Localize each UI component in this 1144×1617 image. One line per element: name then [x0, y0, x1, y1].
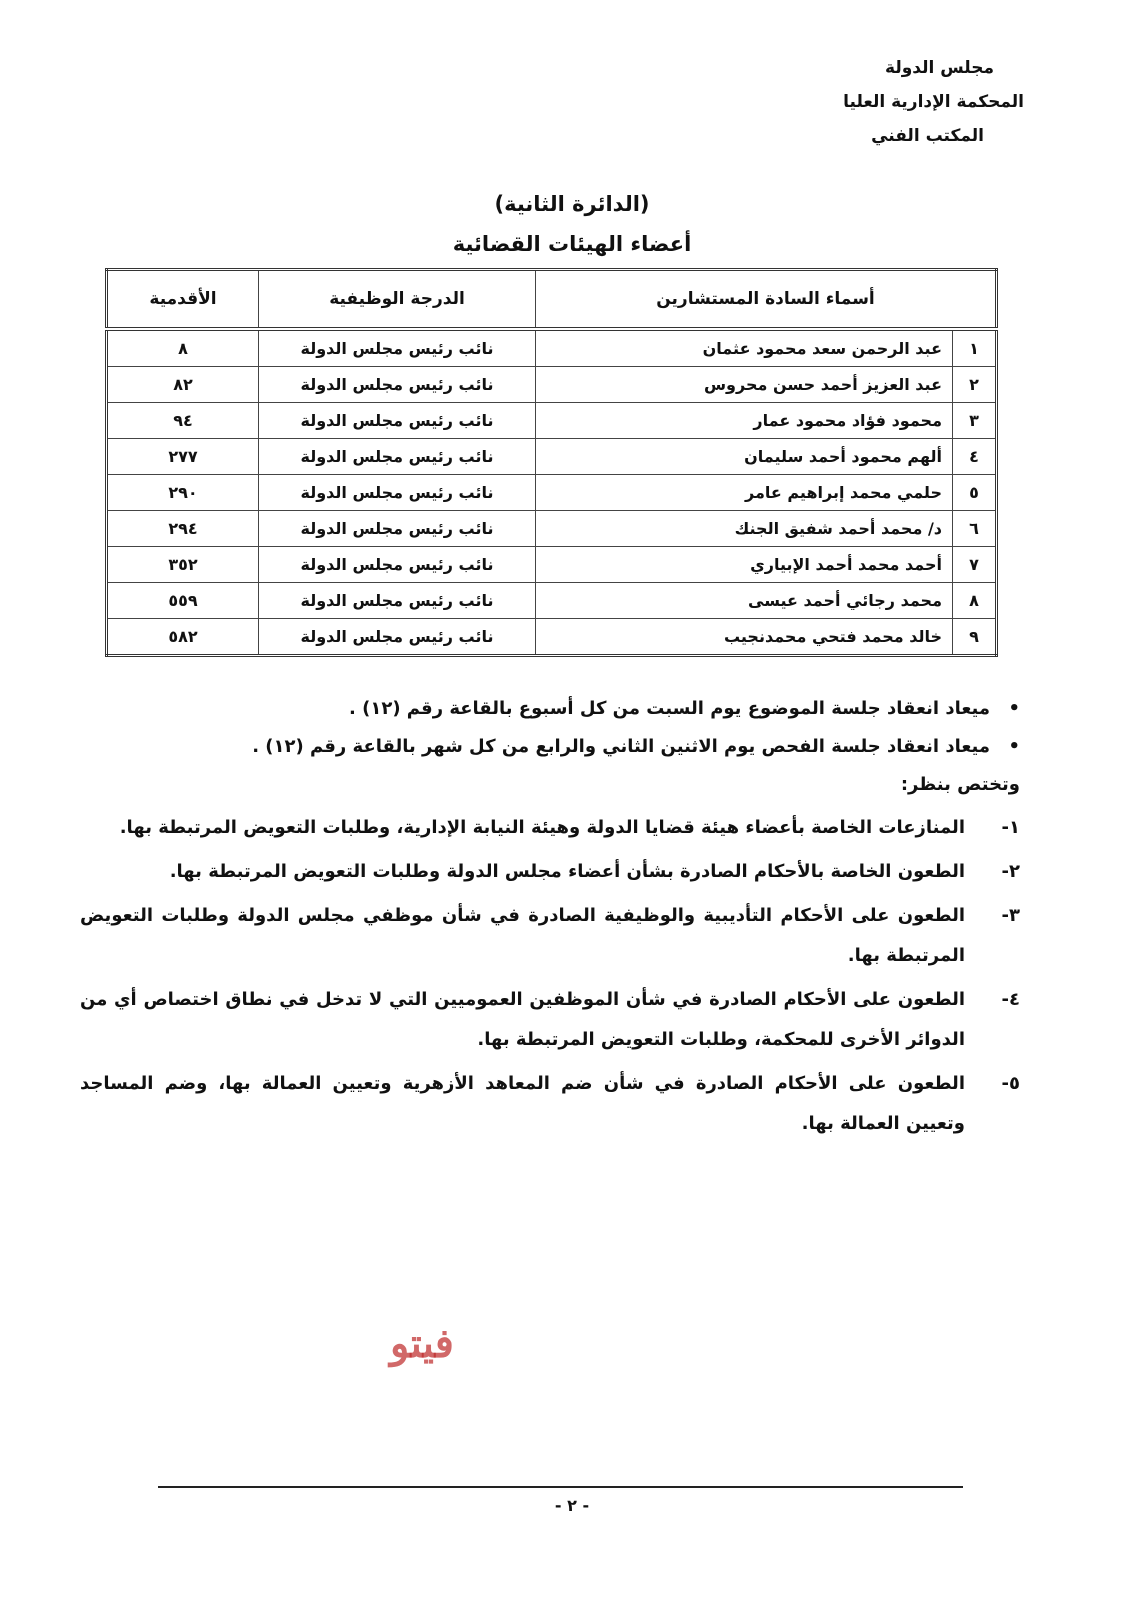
row-number: ٣	[953, 403, 997, 439]
header-court: المحكمة الإدارية العليا	[843, 92, 1024, 112]
member-name: ألهم محمود أحمد سليمان	[536, 439, 953, 475]
row-number: ٥	[953, 475, 997, 511]
table-row	[107, 367, 997, 403]
item-text: الطعون على الأحكام التأديبية والوظيفية الصادرة في شأن موظفي مجلس الدولة وطلبات التعويض المرتبطة بها.	[80, 905, 965, 966]
table-header-row	[107, 270, 997, 330]
table-row	[107, 583, 997, 619]
member-seniority: ٥٨٢	[107, 619, 259, 656]
member-name: محمد رجائي أحمد عيسى	[536, 583, 953, 619]
member-degree: نائب رئيس مجلس الدولة	[259, 619, 536, 656]
table-row	[107, 403, 997, 439]
table-row	[107, 475, 997, 511]
table-row	[107, 329, 997, 367]
competence-list	[80, 808, 1020, 1148]
competence-item	[80, 896, 1020, 976]
page-number: - ٢ -	[554, 1496, 590, 1515]
member-degree: نائب رئيس مجلس الدولة	[259, 547, 536, 583]
member-name: حلمي محمد إبراهيم عامر	[536, 475, 953, 511]
header-council: مجلس الدولة	[885, 58, 994, 78]
member-name: عبد الرحمن سعد محمود عثمان	[536, 329, 953, 367]
item-text: الطعون الخاصة بالأحكام الصادرة بشأن أعضاء مجلس الدولة وطلبات التعويض المرتبطة بها.	[169, 861, 965, 882]
table-row	[107, 619, 997, 656]
header-seniority: الأقدمية	[107, 270, 259, 330]
row-number: ١	[953, 329, 997, 367]
competence-item	[80, 980, 1020, 1060]
members-table	[105, 268, 998, 657]
member-seniority: ٩٤	[107, 403, 259, 439]
member-degree: نائب رئيس مجلس الدولة	[259, 329, 536, 367]
item-number: ٥-	[1001, 1073, 1020, 1094]
member-degree: نائب رئيس مجلس الدولة	[259, 439, 536, 475]
competence-item	[80, 808, 1020, 848]
item-number: ٤-	[1001, 989, 1020, 1010]
member-seniority: ٢٩٠	[107, 475, 259, 511]
table-row	[107, 511, 997, 547]
members-subtitle: أعضاء الهيئات القضائية	[452, 232, 692, 256]
member-name: عبد العزيز أحمد حسن محروس	[536, 367, 953, 403]
table-row	[107, 547, 997, 583]
row-number: ٧	[953, 547, 997, 583]
member-name: خالد محمد فتحي محمدنجيب	[536, 619, 953, 656]
footer-divider	[158, 1486, 963, 1488]
member-seniority: ٨٢	[107, 367, 259, 403]
row-number: ٤	[953, 439, 997, 475]
member-seniority: ٢٧٧	[107, 439, 259, 475]
bullet-review-session: • ميعاد انعقاد جلسة الفحص يوم الاثنين الثاني والرابع من كل شهر بالقاعة رقم (١٢) .	[80, 728, 1020, 766]
member-name: محمود فؤاد محمود عمار	[536, 403, 953, 439]
header-degree: الدرجة الوظيفية	[259, 270, 536, 330]
competence-item	[80, 852, 1020, 892]
member-seniority: ٢٩٤	[107, 511, 259, 547]
item-number: ٢-	[1001, 861, 1020, 882]
member-name: د/ محمد أحمد شفيق الجنك	[536, 511, 953, 547]
schedule-notes	[80, 690, 1020, 804]
header-names: أسماء السادة المستشارين	[536, 270, 997, 330]
member-degree: نائب رئيس مجلس الدولة	[259, 367, 536, 403]
item-text: الطعون على الأحكام الصادرة في شأن الموظفين العموميين التي لا تدخل في نطاق اختصاص أي من الدوائر الأخرى للمحكمة، وطلبات التعويض المرتبطة بها.	[80, 989, 965, 1050]
watermark-logo: فيتو	[390, 1320, 454, 1367]
row-number: ٢	[953, 367, 997, 403]
item-text: الطعون على الأحكام الصادرة في شأن ضم المعاهد الأزهرية وتعيين العمالة بها، وضم المساجد وتعيين العمالة بها.	[80, 1073, 965, 1134]
member-name: أحمد محمد أحمد الإبياري	[536, 547, 953, 583]
member-seniority: ٥٥٩	[107, 583, 259, 619]
table-row	[107, 439, 997, 475]
competence-item	[80, 1064, 1020, 1144]
competence-label: وتختص بنظر:	[900, 774, 1020, 795]
item-text: المنازعات الخاصة بأعضاء هيئة قضايا الدولة وهيئة النيابة الإدارية، وطلبات التعويض المرتبطة بها.	[119, 817, 965, 838]
member-degree: نائب رئيس مجلس الدولة	[259, 583, 536, 619]
bullet-merits-session: • ميعاد انعقاد جلسة الموضوع يوم السبت من كل أسبوع بالقاعة رقم (١٢) .	[80, 690, 1020, 728]
header-office: المكتب الفني	[871, 126, 984, 146]
member-degree: نائب رئيس مجلس الدولة	[259, 403, 536, 439]
item-number: ٣-	[1001, 905, 1020, 926]
member-degree: نائب رئيس مجلس الدولة	[259, 511, 536, 547]
member-degree: نائب رئيس مجلس الدولة	[259, 475, 536, 511]
item-number: ١-	[1001, 817, 1020, 838]
member-seniority: ٣٥٢	[107, 547, 259, 583]
member-seniority: ٨	[107, 329, 259, 367]
row-number: ٦	[953, 511, 997, 547]
row-number: ٨	[953, 583, 997, 619]
circuit-title: (الدائرة الثانية)	[494, 192, 650, 216]
row-number: ٩	[953, 619, 997, 656]
